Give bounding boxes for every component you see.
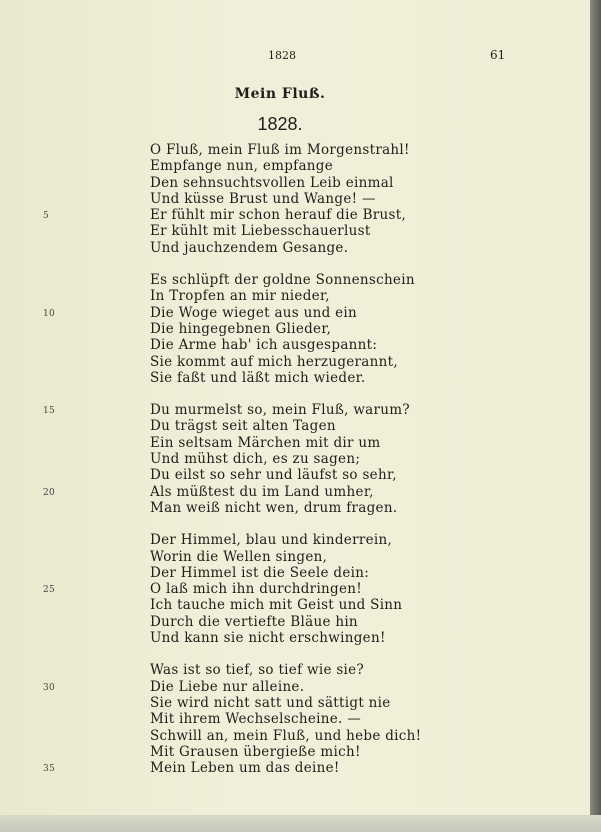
verse-line [150, 728, 421, 744]
page-edge-right [590, 0, 601, 832]
verse-text: Mein Leben um das deine! [150, 760, 340, 777]
verse-text: Ein seltsam Märchen mit dir um [150, 434, 381, 451]
verse-text: Du eilst so sehr und läufst so sehr, [150, 467, 397, 484]
verse-text: Sie wird nicht satt und sättigt nie [150, 694, 391, 711]
verse-text: Die Arme hab' ich ausgespannt: [150, 337, 378, 354]
verse-line [150, 435, 421, 451]
verse-line [150, 451, 421, 467]
page-edge-bottom [0, 815, 601, 832]
line-number: 15 [43, 406, 56, 417]
verse-text: Worin die Wellen singen, [150, 548, 328, 565]
verse-text: Du trägst seit alten Tagen [150, 418, 336, 435]
line-number: 20 [43, 487, 56, 498]
verse-line [150, 354, 421, 370]
verse-line [43, 483, 421, 500]
page-number: 61 [490, 48, 506, 62]
line-number: 25 [43, 585, 56, 596]
verse-text: O laß mich ihn durchdringen! [150, 581, 363, 598]
verse-line [150, 695, 421, 711]
verse-text: Sie kommt auf mich herzugerannt, [150, 353, 398, 370]
verse-text: Der Himmel, blau und kinderrein, [150, 532, 393, 549]
verse-text: Es schlüpft der goldne Sonnenschein [150, 272, 415, 289]
verse-text: Die hingegebnen Glieder, [150, 320, 332, 337]
verse-text: Du murmelst so, mein Fluß, warum? [150, 402, 410, 419]
verse-text: Er fühlt mir schon herauf die Brust, [150, 207, 407, 224]
running-head: 1828 [268, 49, 296, 62]
verse-text: Und küsse Brust und Wange! — [150, 190, 376, 207]
verse-line [43, 207, 421, 224]
verse-line [150, 175, 421, 191]
verse-line [150, 662, 421, 678]
stanza [43, 662, 422, 777]
stanza [43, 272, 421, 386]
poem-body [43, 142, 422, 792]
verse-text: Und jauchzendem Gesange. [150, 239, 349, 256]
verse-line [150, 321, 421, 337]
verse-text: In Tropfen an mir nieder, [150, 288, 330, 305]
stanza [43, 532, 421, 647]
verse-line [150, 240, 421, 256]
verse-text: Was ist so tief, so tief wie sie? [150, 662, 365, 679]
verse-line [150, 744, 421, 760]
verse-line [150, 630, 421, 646]
verse-line [150, 223, 421, 239]
verse-line [150, 191, 421, 207]
verse-line [150, 549, 421, 565]
stanza [43, 402, 421, 516]
verse-text: Als müßtest du im Land umher, [150, 483, 374, 500]
verse-line [150, 370, 421, 386]
verse-text: Mit Grausen übergieße mich! [150, 743, 361, 760]
verse-text: Die Woge wieget aus und ein [150, 304, 358, 321]
verse-line [150, 597, 421, 613]
verse-text: Und kann sie nicht erschwingen! [150, 630, 386, 647]
verse-text: Und mühst dich, es zu sagen; [150, 451, 361, 468]
poem-title: Mein Fluß. [234, 86, 326, 102]
verse-text: Durch die vertiefte Bläue hin [150, 613, 358, 630]
verse-text: Schwill an, mein Fluß, und hebe dich! [150, 727, 422, 744]
verse-text: Sie faßt und läßt mich wieder. [150, 369, 366, 386]
verse-line [150, 158, 421, 174]
line-number: 35 [43, 764, 56, 775]
verse-line [150, 532, 421, 548]
verse-text: Er kühlt mit Liebesschauerlust [150, 223, 371, 240]
verse-line [43, 304, 421, 321]
verse-line [43, 581, 421, 598]
verse-text: Man weiß nicht wen, drum fragen. [150, 499, 398, 516]
verse-text: Empfange nun, empfange [150, 158, 334, 175]
verse-line [150, 142, 421, 158]
poem-year: 1828. [257, 114, 303, 134]
line-number: 30 [43, 682, 56, 693]
verse-line [43, 402, 421, 419]
verse-line [150, 272, 421, 288]
verse-line [43, 678, 421, 695]
verse-line [150, 418, 421, 434]
line-number: 5 [43, 211, 50, 222]
verse-text: O Fluß, mein Fluß im Morgenstrahl! [150, 142, 410, 158]
verse-line [150, 565, 421, 581]
verse-line [150, 288, 421, 304]
stanza [43, 142, 421, 256]
line-number: 10 [43, 308, 56, 319]
verse-line [150, 337, 421, 353]
verse-text: Ich tauche mich mit Geist und Sinn [150, 597, 403, 614]
verse-line [150, 614, 421, 630]
verse-line [150, 711, 421, 727]
verse-line [150, 500, 421, 516]
verse-line [43, 760, 421, 777]
verse-text: Den sehnsuchtsvollen Leib einmal [150, 174, 394, 191]
verse-line [150, 467, 421, 483]
verse-text: Mit ihrem Wechselscheine. — [150, 711, 362, 728]
verse-text: Die Liebe nur alleine. [150, 678, 305, 695]
verse-text: Der Himmel ist die Seele dein: [150, 564, 370, 581]
